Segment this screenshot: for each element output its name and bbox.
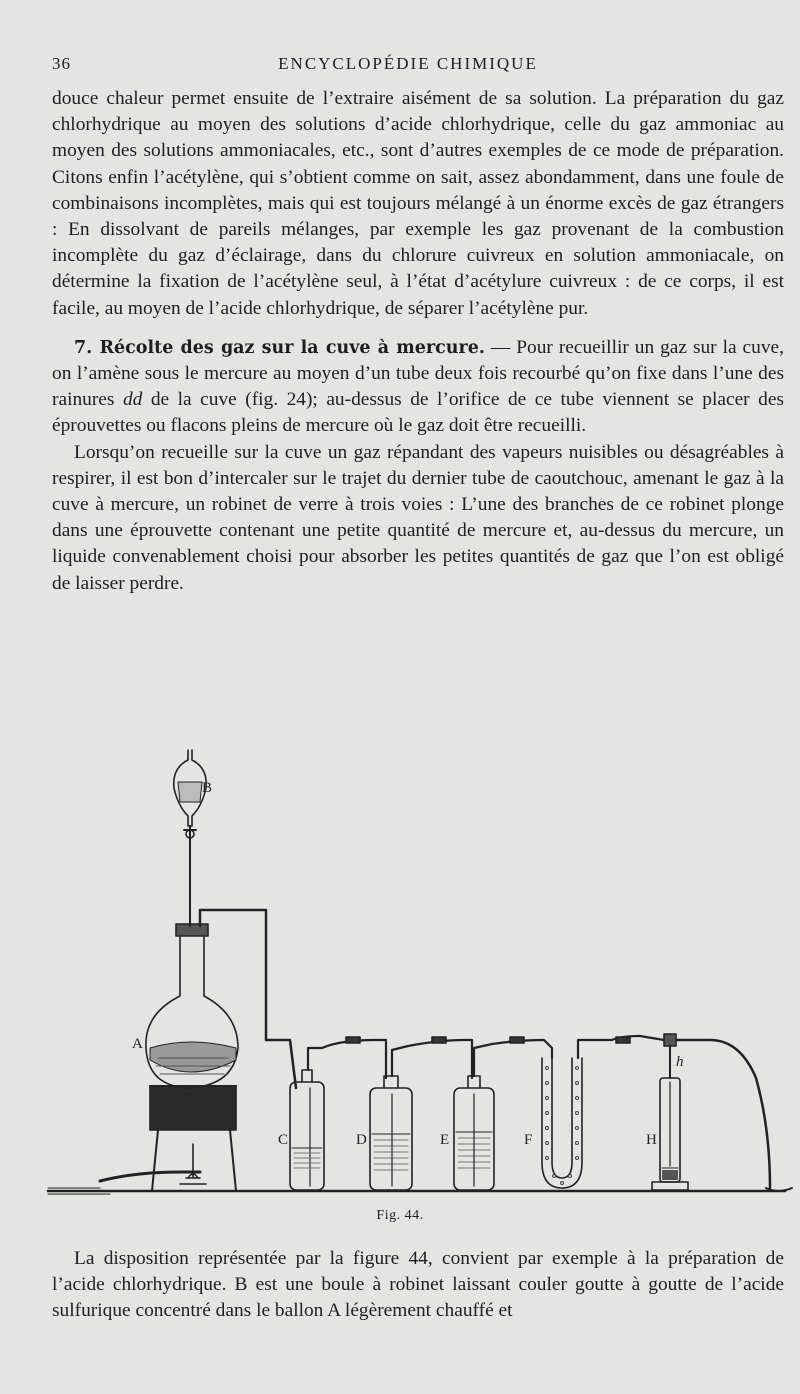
label-h-small: h xyxy=(676,1054,684,1070)
tube-e-f xyxy=(474,1040,552,1076)
paragraph-text-part-1: Pour recueillir un gaz sur la cuve, on l’amène sous le mercure au moyen d’un tube deux fois recourbé qu’on fixe dans l’une des rainures xyxy=(52,336,784,411)
furnace-stand xyxy=(150,1086,236,1191)
valve-h xyxy=(664,1034,676,1078)
label-h: H xyxy=(646,1132,657,1148)
label-b: B xyxy=(202,780,213,796)
label-d: D xyxy=(356,1132,367,1148)
paragraph-acetylene: douce chaleur permet ensuite de l’extraire aisément de sa solution. La préparation du gaz chlorhydrique au moyen des solutions d’acide chlorhydrique, celle du gaz ammoniac au moyen des solutions ammoniacales, etc., sont d’autres exemples de ce mode de préparation. Citons enfin l’acétylène, qui s’obtient comme on sait, assez abondamment, dans une foule de combinaisons incomplètes, mais qui est toujours mélangé à un énorme excès de gaz étrangers : En dissolvant de pareils mélanges, par exemple les gaz provenant de la combustion incomplète du gaz d’éclairage, dans du chlorure cuivreux en solution ammoniacale, on détermine la fixation de l’acétylène seul, à l’état d’acétylure cuivreux : de ce corps, il est facile, au moyen de l’acide chlorhydrique, de séparer l’acétylène pur. xyxy=(52,88,784,319)
connector-de xyxy=(432,1037,446,1043)
figure-caption: Fig. 44. xyxy=(376,1208,424,1223)
gas-inlet-tube xyxy=(100,1172,200,1181)
figure-apparatus xyxy=(40,748,800,1208)
flask-a xyxy=(146,924,238,1088)
text-block-top xyxy=(52,86,784,597)
test-tube-h xyxy=(652,1078,688,1190)
paragraph-three-way-valve: Lorsqu’on recueille sur la cuve un gaz répandant des vapeurs nuisibles ou désagréables à respirer, il est bon d’intercaler sur le trajet du dernier tube de caoutchouc, amenant le gaz à la cuve à mercure, un robinet de verre à trois voies : L’une des branches de ce robinet plonge dans une éprouvette contenant une petite quantité de mercure et, au-dessus du mercure, un liquide convenablement choisi pour absorber les petites quantités de gaz que l’on est obligé de laisser perdre. xyxy=(52,441,784,594)
bottle-e xyxy=(454,1076,494,1190)
tube-c-d xyxy=(308,1040,386,1078)
label-f: F xyxy=(524,1132,533,1148)
paragraph-italic-dd: dd xyxy=(122,389,143,411)
u-tube-f xyxy=(542,1036,664,1188)
label-a: A xyxy=(132,1036,143,1052)
label-e: E xyxy=(440,1132,450,1148)
section-dash: — xyxy=(484,336,517,358)
paragraph-figure-description: La disposition représentée par la figure 44, convient par exemple à la préparation de l’acide chlorhydrique. B est une boule à robinet laissant couler goutte à goutte de l’acide sulfurique concentré dans le ballon A légèrement chauffé et xyxy=(52,1248,784,1322)
section-heading: 7. Récolte des gaz sur la cuve à mercure. xyxy=(74,337,485,358)
connector-cd xyxy=(346,1037,360,1043)
connector-ef xyxy=(510,1037,524,1043)
page-header xyxy=(52,54,764,78)
page-number: 36 xyxy=(52,54,71,73)
label-c: C xyxy=(278,1132,289,1148)
bottle-d xyxy=(370,1076,412,1190)
running-title: ENCYCLOPÉDIE CHIMIQUE xyxy=(278,54,538,73)
funnel-b xyxy=(174,750,206,926)
text-block-bottom xyxy=(52,1246,784,1325)
paragraph-section-7 xyxy=(52,335,784,440)
tube-d-e xyxy=(392,1040,472,1078)
paragraph-text-part-2: de la cuve (fig. 24); au-dessus de l’orifice de ce tube viennent se placer des éprouvettes ou flacons pleins de mercure où le gaz doit être recueilli. xyxy=(52,389,784,437)
connector-fh xyxy=(616,1037,630,1043)
